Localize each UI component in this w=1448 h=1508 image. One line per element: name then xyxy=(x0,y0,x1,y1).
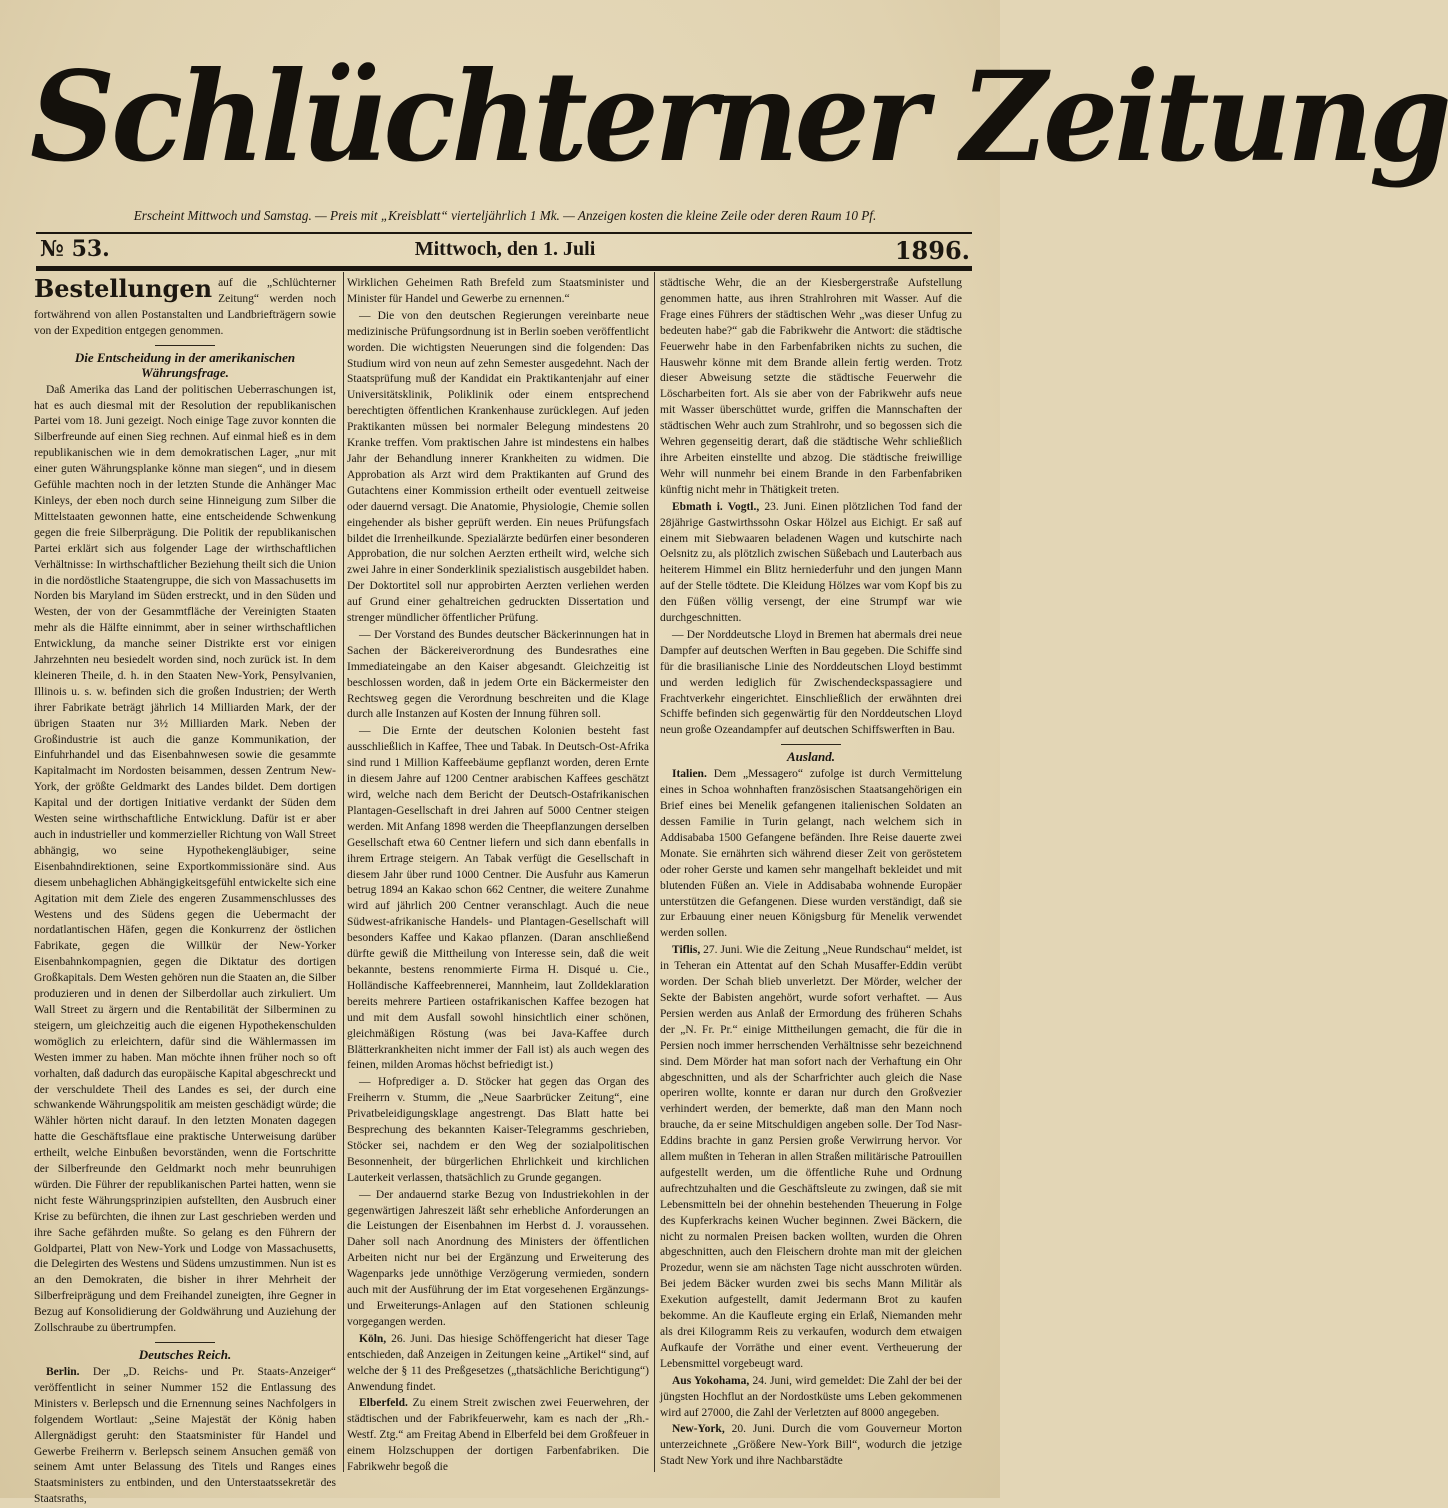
article-text-tiflis: 27. Juni. Wie die Zeitung „Neue Rundschau“ meldet, ist in Teheran ein Attentat auf den Schah Musaffer-Eddin verübt worden. Der Schah blieb unverletzt. Der Mörder, welcher der Sekte der Babisten angehört, wurde sofort verhaftet. — Aus Persien werden aus Anlaß der Ermordung des früheren Schahs der „N. Fr. Pr.“ einige Mittheilungen gemacht, die für die in Persien noch immer herrschenden Verhältnisse sehr bezeichnend sind. Dem Mörder hat man sofort nach der Verhaftung ein Ohr abgeschnitten, und als der Scharfrichter auch gleich die Nase operiren wollte, konnte er daran nur durch den Großvezier verhindert werden, der bemerkte, daß man den Mann noch brauche, da er seine Mitschuldigen angeben solle. Der Tod Nasr-Eddins brachte in ganz Persien große Verwirrung hervor. Vor allem mußten in Teheran in allen Straßen militärische Patrouillen aufgestellt werden, um die öffentliche Ruhe und Ordnung aufrechtzuhalten und die Geschäftsleute zu zwingen, daß sie mit Lebensmitteln bei der ohnehin bestehenden Theuerung in Folge des Kupferkrachs keinen Wucher beginnen. Zwei Bäckern, die nicht zu normalen Preisen backen wollten, wurden die Ohren abgeschnitten, auch den Fleischern drohte man mit der gleichen Prozedur, wenn sie am nächsten Tage nicht ausschroten würden. Bei jedem Bäcker wurden zwei bis sechs Mann Militär als Exekution aufgestellt, damit Jedermann Brot zu kaufen bekomme. An die Kaufleute erging ein Erlaß, Niemanden mehr als drei Kilogramm Reis zu verkaufen, wodurch dem etwaigen Aufkaufe der Vorräthe und einer event. Vertheuerung der Lebensmittel vorgebeugt ward. xyxy=(660,944,962,1370)
subscription-line: Erscheint Mittwoch und Samstag. — Preis mit „Kreisblatt“ vierteljährlich 1 Mk. — Anzeigen kosten die kleine Zeile oder deren Raum 10 Pf. xyxy=(133,208,877,223)
article-text-waehrungsfrage: Daß Amerika das Land der politischen Ueberraschungen ist, hat es auch diesmal mit der Resolution der republikanischen Partei vom 18. Juni gezeigt. Noch einige Tage zuvor konnten die Silberfreunde auf einen Sieg rechnen. Auf einmal hieß es in dem republikanischen wie in dem demokratischen Lager, „nur mit einer guten Währungsplanke könne man siegen“, und in diesem Gefühle machten noch in der letzten Stunde die Anhänger Mac Kinleys, der eben noch durch seine Hinneigung zum Silber die Mittelstaaten gewonnen hatte, eine entscheidende Schwenkung gegen die freie Silberprägung. Die Politik der republikanischen Partei erklärt sich aus folgender Lage der wirthschaftlichen Verhältnisse: In wirthschaftlicher Beziehung theilt sich die Union in die nordöstliche Staatengruppe, die sich von Massachusetts im Norden bis Maryland im Süden erstreckt, und in den Süden und Westen, der von der Gesammtfläche der Vereinigten Staaten mehr als die Hälfte einnimmt, aber in seiner wirthschaftlichen Entwicklung, da manche seiner Distrikte erst vor einigen Jahrzehnten neu besiedelt worden sind, noch zurück ist. In dem kleineren Theile, d. h. in den Staaten New-York, Pensylvanien, Illinois u. s. w. befinden sich die großen Industrien; der Werth ihrer Fabrikate beträgt jährlich 14 Milliarden Mark, der der übrigen Staaten nur 3½ Milliarden Mark. Neben der Großindustrie ist auch die ganze Kommunikation, der Einfuhrhandel und das Eisenbahnwesen sowie die gesammte Kapitalmacht im Nordosten beisammen, dessen Zentrum New-York, der größte Geldmarkt des Landes bildet. Dem dortigen Kapital und der dortigen Initiative verdankt der Süden dem Westen seine wirthschaftliche Entwicklung. Dafür ist er aber auch in industrieller und kommerzieller Richtung von Wall Street abhängig, wo seine Hypothekengläubiger, seine Eisenbahndirektionen, seine Exportkommissionäre sind. Aus diesem unbehaglichen Abhängigkeitsgefühl entwickelte sich eine Agitation mit dem Ziele des engeren Zusammenschlusses des Westens und des Südens gegen die Uebermacht der nordatlantischen Häfen, gegen die Konkurrenz der östlichen Fabrikate, gegen die Willkür der New-Yorker Eisenbahnkompagnien, gegen die Diktatur des dortigen Großkapitals. Dem Westen gehören nun die Staaten an, die Silber produzieren und in denen der Silberdollar auch zirkuliert. Um Wall Street zu ärgern und die Rentabilität der Silberminen zu steigern, um gleichzeitig auch die eigenen Hypothekenschulden womöglich zu erleichtern, dafür sind die Wählermassen im Westen immer zu haben. Man möchte ihnen früher noch so oft vorhalten, daß dadurch das europäische Kapital abgeschreckt und der verschuldete Theil des Landes es sei, der durch eine schwankende Währungspolitik am meisten geschädigt würde; die Wähler hörten nicht darauf. In den letzten Monaten dagegen hatte die Geschäftsflaue eine praktische Unterweisung darüber ertheilt, welche Einbußen bevorständen, wenn die Fortschritte der Silberfreunde den Geldmarkt noch mehr beunruhigen würden. Die Führer der republikanischen Partei hatten, wenn sie nicht feste Währungsprinzipien aufstellten, den Ausbruch einer Krise zu befürchten, die ihnen zur Last geschrieben werden und ihre Sache gefährden mußte. So gelang es den Führern der Goldpartei, Platt von New-York und Lodge von Massachusetts, die Delegirten des Westens und Südens umzustimmen. Nun ist es an den Demokraten, die bisher in ihrer Mehrheit der Silberfreiprägung und dem Freihandel zuneigten, ihre Gegner in Bezug auf Konsolidierung der Goldwährung und Auziehung der Zollschraube zu übertrumpfen. xyxy=(34,383,336,1335)
separator xyxy=(155,345,215,346)
article-ebmath xyxy=(660,500,962,627)
issue-number: № 53. xyxy=(40,236,110,262)
dateline xyxy=(40,236,970,266)
article-italien xyxy=(660,767,962,942)
article-text-italien: Dem „Messagero“ zufolge ist durch Vermittelung eines in Schoa wohnhaften französischen Staatsangehörigen ein Brief eines bei Menelik gefangenen italienischen Soldaten an dessen Familie in Turin gelangt, nach welchem sich in Addisababa 1500 Gefangene befänden. Ihre Reise dauerte zwei Monate. Sie ernährten sich während dieser Zeit von geröstetem oder roher Gerste und kamen sehr mangelhaft bekleidet und mit blutenden Füßen an. Viele in Addisababa wohnende Europäer unterstützen die Gefangenen. Diese wurden verständigt, daß sie zur Erbauung einer neuen Königsburg für Menelik verwendet werden sollen. xyxy=(660,768,963,940)
issue-date: Mittwoch, den 1. Juli xyxy=(414,238,596,260)
thick-rule xyxy=(36,266,972,271)
article-text-koeln: 26. Juni. Das hiesige Schöffengericht hat dieser Tage entschieden, daß Anzeigen in Zeitungen keine „Artikel“ sind, auf welche der § 11 des Preßgesetzes („thatsächliche Berichtigung“) Anwendung findet. xyxy=(347,1332,650,1393)
column-2 xyxy=(347,276,649,1481)
top-rule xyxy=(36,232,972,234)
bestellungen-heading: Bestellungen xyxy=(34,274,213,303)
article-yokohama xyxy=(660,1374,962,1422)
article-heading-waehrungsfrage: Die Entscheidung in der amerikanischen Währungsfrage. xyxy=(74,349,296,380)
dateline-italien: Italien. xyxy=(672,768,707,781)
dateline-berlin: Berlin. xyxy=(46,1366,80,1378)
column-rule-2 xyxy=(654,272,655,1472)
article-tiflis xyxy=(660,943,962,1372)
article-berlin xyxy=(34,1365,336,1508)
column-rule-1 xyxy=(343,272,344,1472)
section-heading-deutsches-reich: Deutsches Reich. xyxy=(138,1347,232,1362)
dateline-tiflis: Tiflis, xyxy=(672,944,701,957)
article-text-elberfeld: Zu einem Streit zwischen zwei Feuerwehren, der städtischen und der Fabrikfeuerwehr, kam es nach der „Rh.-Westf. Ztg.“ am Freitag Abend in Elberfeld bei dem Großfeuer in einem Holzschuppen der dortigen Farbenfabriken. Die Fabrikwehr begoß die xyxy=(347,1397,649,1474)
article-text-newyork: 20. Juni. Durch die vom Gouverneur Morton unterzeichnete „Größere New-York Bill“, wodurch die jetzige Stadt New York und ihre Nachbarstädte xyxy=(660,1423,963,1468)
article-text-feuerwehr: städtische Wehr, die an der Kiesbergerstraße Aufstellung genommen hatte, aus ihren Strahlrohren mit Wasser. Auf die Frage eines Führers der städtischen Wehr „was dieser Unfug zu bedeuten habe?“ gab die Fabrikwehr die Antwort: die städtische Feuerwehr habe in den Farbenfabriken nichts zu suchen, die Hauswehr könne mit dem Brande allein fertig werden. Trotz dieser Abweisung setzte die städtische Feuerwehr die Löscharbeiten fort. Als sie aber von der Fabrikwehr aufs neue mit Wasser überschüttet wurde, griffen die Mannschaften der städtischen Wehr auch zum Strahlrohr, und so begossen sich die Wehren gegenseitig derart, daß die städtische Wehr schließlich ihre Arbeiten einstellte und abzog. Die städtische freiwillige Wehr will nunmehr bei einem Brande in den Farbenfabriken künftig nicht mehr in Thätigkeit treten. xyxy=(660,277,962,496)
issue-year: 1896. xyxy=(894,236,970,265)
bestellungen-notice xyxy=(34,276,336,340)
article-text-industriekohlen: — Der andauernd starke Bezug von Industriekohlen in der gegenwärtigen Jahreszeit läßt sehr erhebliche Anforderungen an die Leistungen der Eisenbahnen im Herbst d. J. voraussehen. Daher soll nach Anordnung des Ministers der öffentlichen Arbeiten nicht nur bei der Ergänzung und Erweiterung des Wagenparks jede unnöthige Verzögerung vermieden, sondern auch mit der Ausführung der im Etat vorgesehenen Ergänzungs- und Erweiterungs-Anlagen auf den Stationen schleunig vorgegangen werden. xyxy=(347,1188,649,1328)
separator xyxy=(781,744,841,745)
column-3 xyxy=(660,276,962,1481)
article-koeln xyxy=(347,1332,649,1396)
dateline-yokohama: Aus Yokohama, xyxy=(672,1374,750,1387)
bestellungen-text: auf die „Schlüchterner Zeitung“ werden noch fortwährend von allen Postanstalten und Landbriefträgern sowie von der Expedition entgegen genommen. xyxy=(34,277,336,337)
column-1 xyxy=(34,274,337,1506)
article-text-stoecker: — Hofprediger a. D. Stöcker hat gegen das Organ des Freiherrn v. Stumm, die „Neue Saarbrücker Zeitung“, eine Privatbeleidigungsklage angestrengt. Das Blatt hatte bei Besprechung des bekannten Kaiser-Telegramms geschrieben, Stöcker sei, nachdem er den Weg der sozialpolitischen Besonnenheit, der bürgerlichen Ehrlichkeit und kirchlichen Lauterkeit verlassen, thatsächlich zu Grunde gegangen. xyxy=(347,1076,649,1184)
masthead-title: Schlüchterner Zeitung xyxy=(30,43,1448,190)
article-text-lloyd: — Der Norddeutsche Lloyd in Bremen hat abermals drei neue Dampfer auf deutschen Werften in Bau gegeben. Die Schiffe sind für die brasilianische Linie des Norddeutschen Lloyd bestimmt und werden lediglich für Zwischendeckspassagiere und Frachtverkehr eingerichtet. Einschließlich der erwähnten drei Schiffe befinden sich gegenwärtig für den Norddeutschen Lloyd neun große Ozeandampfer auf deutschen Schiffswerften in Bau. xyxy=(660,628,962,737)
article-text-pruefungsordnung: — Die von den deutschen Regierungen vereinbarte neue medizinische Prüfungsordnung ist in Berlin soeben veröffentlicht worden. Die wichtigsten Neuerungen sind die folgenden: Das Studium wird von neun auf zehn Semester ausgedehnt. Nach der Staatsprüfung muß der Kandidat ein Praktikantenjahr auf einer Universitätsklinik, Poliklinik oder einem entsprechend berechtigten öffentlichen Krankenhause zurücklegen. Auf jeden Praktikanten müssen bei normaler Belegung mindestens 20 Kranke treffen. Vom praktischen Jahre ist mindestens ein halbes Jahr der Behandlung innerer Krankheiten zu widmen. Die Approbation als Arzt wird dem Praktikanten auf Grund des Gutachtens einer Kommission ertheilt oder eventuell zeitweise oder dauernd versagt. Die Anatomie, Physiologie, Chemie sollen eingehender als bisher geprüft werden. Ein neues Prüfungsfach bildet die Irrenheilkunde. Spezialärzte bedürfen einer besonderen Approbation, die nur solchen Aerzten ertheilt wird, welche sich zwei Jahre in einer Sonderklinik spezialistisch ausgebildet haben. Der Doktortitel soll nur approbirten Aerzten verliehen werden auf Grund einer gehaltreichen gedruckten Dissertation und strenger mündlicher öffentlicher Prüfung. xyxy=(347,309,649,625)
article-text-baecker: — Der Vorstand des Bundes deutscher Bäckerinnungen hat in Sachen der Bäckereiverordnung des Bundesrathes eine Immediateingabe an den Kaiser abgesandt. Gleichzeitig ist beschlossen worden, daß in jedem Orte ein Bäckermeister den Rechtsweg gegen die Verordnung beschreiten und die Klage durch alle Instanzen auf Kosten der Innung führen soll. xyxy=(347,628,649,721)
article-elberfeld xyxy=(347,1396,649,1476)
dateline-elberfeld: Elberfeld. xyxy=(359,1397,408,1410)
article-text-ebmath: 23. Juni. Einen plötzlichen Tod fand der 28jährige Gastwirthssohn Oskar Hölzel aus Eichigt. Er saß auf einem mit Siebwaaren beladenen Wagen und kutschirte nach Oelsnitz zu, als plötzlich zwischen Süßebach und Lauterbach aus heiterem Himmel ein Blitz herniederfuhr und den jungen Mann auf der Stelle tödtete. Die Kleidung Hölzes war vom Kopf bis zu den Füßen völlig versengt, der eine Strumpf war wie durchgeschnitten. xyxy=(660,500,962,625)
article-text-yokohama: 24. Juni, wird gemeldet: Die Zahl der bei der jüngsten Hochflut an der Nordostküste ums Leben gekommenen wird auf 27000, die Zahl der Verletzten auf 8000 angegeben. xyxy=(660,1374,962,1419)
article-text-brefeld: Wirklichen Geheimen Rath Brefeld zum Staatsminister und Minister für Handel und Gewerbe zu ernennen.“ xyxy=(347,277,649,305)
dateline-ebmath: Ebmath i. Vogtl., xyxy=(672,500,760,513)
dateline-newyork: New-York, xyxy=(672,1423,725,1436)
article-text-berlin: Der „D. Reichs- und Pr. Staats-Anzeiger“ veröffentlicht in seiner Nummer 152 die Entlassung des Ministers v. Berlepsch und die Ernennung seines Nachfolgers in folgendem Wortlaut: „Seine Majestät der König haben Allergnädigst geruht: den Staatsminister für Handel und Gewerbe Freiherrn v. Berlepsch seinem Ansuchen gemäß von seinem Amt unter Belassung des Titels und Ranges eines Staatsministers zu entbinden, und den Unterstaatssekretär des Staatsraths, xyxy=(34,1366,337,1506)
separator xyxy=(155,1342,215,1343)
section-heading-ausland: Ausland. xyxy=(786,749,836,765)
article-newyork xyxy=(660,1422,962,1470)
dateline-koeln: Köln, xyxy=(359,1332,387,1345)
article-text-kolonien: — Die Ernte der deutschen Kolonien besteht fast ausschließlich in Kaffee, Thee und Tabak. In Deutsch-Ost-Afrika sind rund 1 Million Kaffeebäume gepflanzt worden, deren Ernte in diesem Jahre auf 1200 Centner arabischen Kaffees geschätzt wird, welche nach dem Bericht der Deutsch-Ostafrikanischen Plantagen-Gesellschaft in drei Jahren auf 5000 Centner steigen werden. Mit Anfang 1898 werden die Theepflanzungen derselben Gesellschaft etwa 60 Centner liefern und sich dann ebenfalls in ihrem Ertrage steigern. An Tabak verfügt die Gesellschaft in diesem Jahr über rund 1000 Centner. Die Ausfuhr aus Kamerun betrug 1894 an Kakao schon 662 Centner, die weitere Zunahme wird auf jährlich 200 Centner veranschlagt. Auch die neue Südwest-afrikanische Handels- und Plantagen-Gesellschaft will besonders Kaffee und Kakao pflanzen. (Daran anschließend dürfte gewiß die Mittheilung von Interesse sein, daß die weit bekannte, bestens renommierte Firma H. Disqué u. Cie., Holländische Kaffeebrennerei, Mannheim, laut Zolldeklaration bereits mehrere Partieen ostafrikanischen Kaffee bezogen hat und mit dem Ausfall sowohl hinsichtlich einer schönen, gleichmäßigen Röstung (was bei Java-Kaffee durch Blätterkrankheiten nicht immer der Fall ist) als auch wegen des feinen, milden Aromas höchst befriedigt ist.) xyxy=(347,725,649,1072)
